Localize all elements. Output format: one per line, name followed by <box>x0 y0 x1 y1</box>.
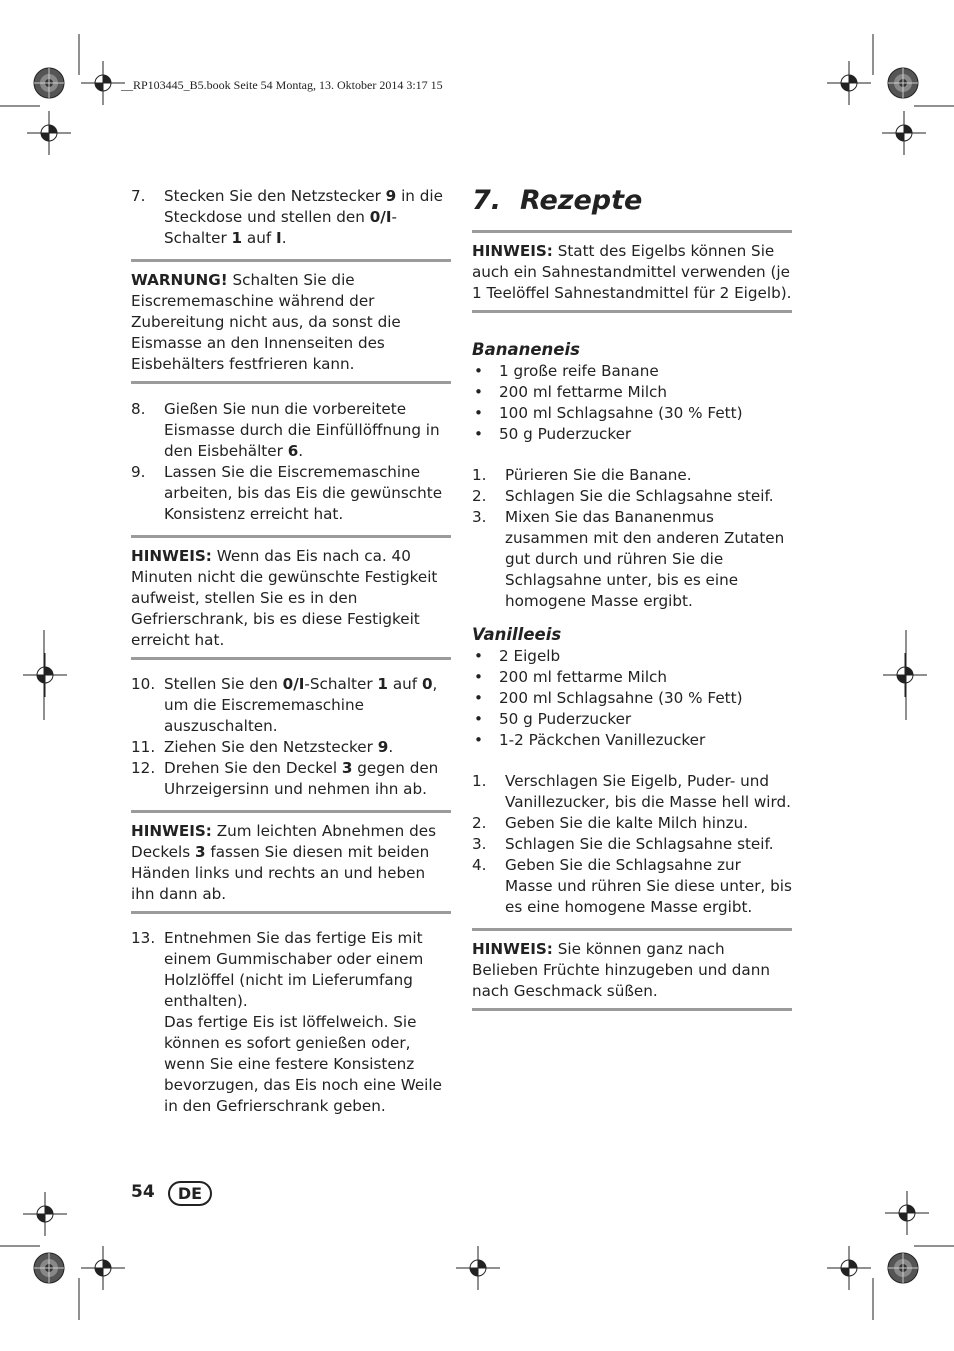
step-text: Ziehen Sie den Netzstecker 9. <box>164 738 394 756</box>
hint-text: Zum leichten Abnehmen des Deckels 3 fassen Sie diesen mit beiden Händen links und rechts an und heben ihn dann ab. <box>131 822 436 903</box>
ingredient-item <box>472 382 792 403</box>
step-text: Mixen Sie das Bananenmus zusammen mit den anderen Zutaten gut durch und rühren Sie die Schlagsahne unter, bis es eine homogene Masse ergibt. <box>505 508 785 610</box>
step-9 <box>131 462 451 525</box>
warning-text: Schalten Sie die Eiscrememaschine während der Zubereitung nicht aus, da sonst die Eismasse an den Innenseiten des Eisbehälters festfrieren kann. <box>131 271 401 373</box>
warning-box <box>131 259 451 384</box>
step-number: 2. <box>472 814 487 832</box>
step-10 <box>131 674 451 737</box>
step-number: 7. <box>131 187 146 205</box>
print-header: __RP103445_B5.book Seite 54 Montag, 13. Oktober 2014 3:17 15 <box>121 78 443 92</box>
ingredient-item <box>472 667 792 688</box>
page-number: 54 <box>131 1182 155 1202</box>
step-list <box>472 771 792 918</box>
step-text: Pürieren Sie die Banane. <box>505 466 692 484</box>
hint-box-2 <box>131 810 451 914</box>
heading-number: 7. <box>472 185 502 216</box>
ingredient-text: 50 g Puderzucker <box>499 710 632 728</box>
left-column <box>131 186 451 1117</box>
step-number: 1. <box>472 772 487 790</box>
right-column <box>472 186 792 1011</box>
step-12 <box>131 758 451 800</box>
step-number: 10. <box>131 675 156 693</box>
step-item <box>472 486 792 507</box>
hint-label: HINWEIS: <box>472 242 553 260</box>
recipe-title-vanilleeis: Vanilleeis <box>472 625 562 644</box>
ingredient-text: 200 ml fettarme Milch <box>499 668 668 686</box>
step-13 <box>131 928 451 1117</box>
ingredient-text: 1 große reife Banane <box>499 362 659 380</box>
hint-label: HINWEIS: <box>131 822 212 840</box>
bullet-icon: • <box>474 731 483 749</box>
step-number: 3. <box>472 835 487 853</box>
section-heading <box>472 186 792 220</box>
bullet-icon: • <box>474 689 483 707</box>
bullet-icon: • <box>474 425 483 443</box>
step-item <box>472 855 792 918</box>
bullet-icon: • <box>474 362 483 380</box>
step-text: Gießen Sie nun die vorbereitete Eismasse durch die Einfüllöffnung in den Eisbehälter 6. <box>164 400 440 460</box>
hint-text: Statt des Eigelbs können Sie auch ein Sahnestandmittel verwenden (je 1 Teelöffel Sahnestandmittel für 2 Eigelb). <box>472 242 792 302</box>
recipe-title-bananeneis: Bananeneis <box>472 340 580 359</box>
ingredient-list <box>472 646 792 751</box>
step-item <box>472 813 792 834</box>
step-list <box>472 465 792 612</box>
hint-text: Sie können ganz nach Belieben Früchte hinzugeben und dann nach Geschmack süßen. <box>472 940 770 1000</box>
ingredient-text: 100 ml Schlagsahne (30 % Fett) <box>499 404 743 422</box>
step-item <box>472 771 792 813</box>
hint-label: HINWEIS: <box>472 940 553 958</box>
step-text: Schlagen Sie die Schlagsahne steif. <box>505 487 774 505</box>
step-text: Lassen Sie die Eiscrememaschine arbeiten, bis das Eis die gewünschte Konsistenz erreicht hat. <box>164 463 443 523</box>
step-text: Drehen Sie den Deckel 3 gegen den Uhrzeigersinn und nehmen ihn ab. <box>164 759 439 798</box>
step-text: Stellen Sie den 0/I-Schalter 1 auf 0, um die Eiscrememaschine auszuschalten. <box>164 675 438 735</box>
step-number: 2. <box>472 487 487 505</box>
step-number: 3. <box>472 508 487 526</box>
hint-box-top <box>472 230 792 313</box>
heading-title: Rezepte <box>520 185 643 216</box>
hint-box-bottom <box>472 928 792 1011</box>
hint-label: HINWEIS: <box>131 547 212 565</box>
ingredient-text: 50 g Puderzucker <box>499 425 632 443</box>
ingredient-text: 1-2 Päckchen Vanillezucker <box>499 731 706 749</box>
step-text: Verschlagen Sie Eigelb, Puder- und Vanillezucker, bis die Masse hell wird. <box>505 772 791 811</box>
ingredient-text: 200 ml Schlagsahne (30 % Fett) <box>499 689 743 707</box>
ingredient-item <box>472 709 792 730</box>
bullet-icon: • <box>474 404 483 422</box>
bullet-icon: • <box>474 647 483 665</box>
step-text: Entnehmen Sie das fertige Eis mit einem Gummischaber oder einem Holzlöffel (nicht im Lieferumfang enthalten). Das fertige Eis ist löffelweich. Sie können es sofort genießen oder, wenn Sie eine festere Konsistenz bevorzugen, das Eis noch eine Weile in den Gefrierschrank geben. <box>164 929 442 1115</box>
bullet-icon: • <box>474 383 483 401</box>
step-number: 11. <box>131 738 156 756</box>
ingredient-item <box>472 361 792 382</box>
step-text: Geben Sie die kalte Milch hinzu. <box>505 814 749 832</box>
ingredient-item <box>472 730 792 751</box>
ingredient-item <box>472 403 792 424</box>
step-item <box>472 465 792 486</box>
step-11 <box>131 737 451 758</box>
language-badge: DE <box>168 1181 212 1206</box>
step-number: 4. <box>472 856 487 874</box>
step-item <box>472 834 792 855</box>
step-item <box>472 507 792 612</box>
hint-box-1 <box>131 535 451 660</box>
step-8 <box>131 399 451 462</box>
step-number: 12. <box>131 759 156 777</box>
hint-text: Wenn das Eis nach ca. 40 Minuten nicht die gewünschte Festigkeit aufweist, stellen Sie es in den Gefrierschrank, bis es diese Festigkeit erreicht hat. <box>131 547 438 649</box>
bullet-icon: • <box>474 668 483 686</box>
step-number: 9. <box>131 463 146 481</box>
step-text: Schlagen Sie die Schlagsahne steif. <box>505 835 774 853</box>
ingredient-item <box>472 646 792 667</box>
step-7 <box>131 186 451 249</box>
step-number: 1. <box>472 466 487 484</box>
step-number: 8. <box>131 400 146 418</box>
step-number: 13. <box>131 929 156 947</box>
ingredient-text: 200 ml fettarme Milch <box>499 383 668 401</box>
ingredient-item <box>472 688 792 709</box>
step-text: Geben Sie die Schlagsahne zur Masse und rühren Sie diese unter, bis es eine homogene Masse ergibt. <box>505 856 792 916</box>
ingredient-item <box>472 424 792 445</box>
step-text: Stecken Sie den Netzstecker 9 in die Steckdose und stellen den 0/I-Schalter 1 auf I. <box>164 187 443 247</box>
warning-label: WARNUNG! <box>131 271 228 289</box>
bullet-icon: • <box>474 710 483 728</box>
ingredient-text: 2 Eigelb <box>499 647 561 665</box>
ingredient-list <box>472 361 792 445</box>
